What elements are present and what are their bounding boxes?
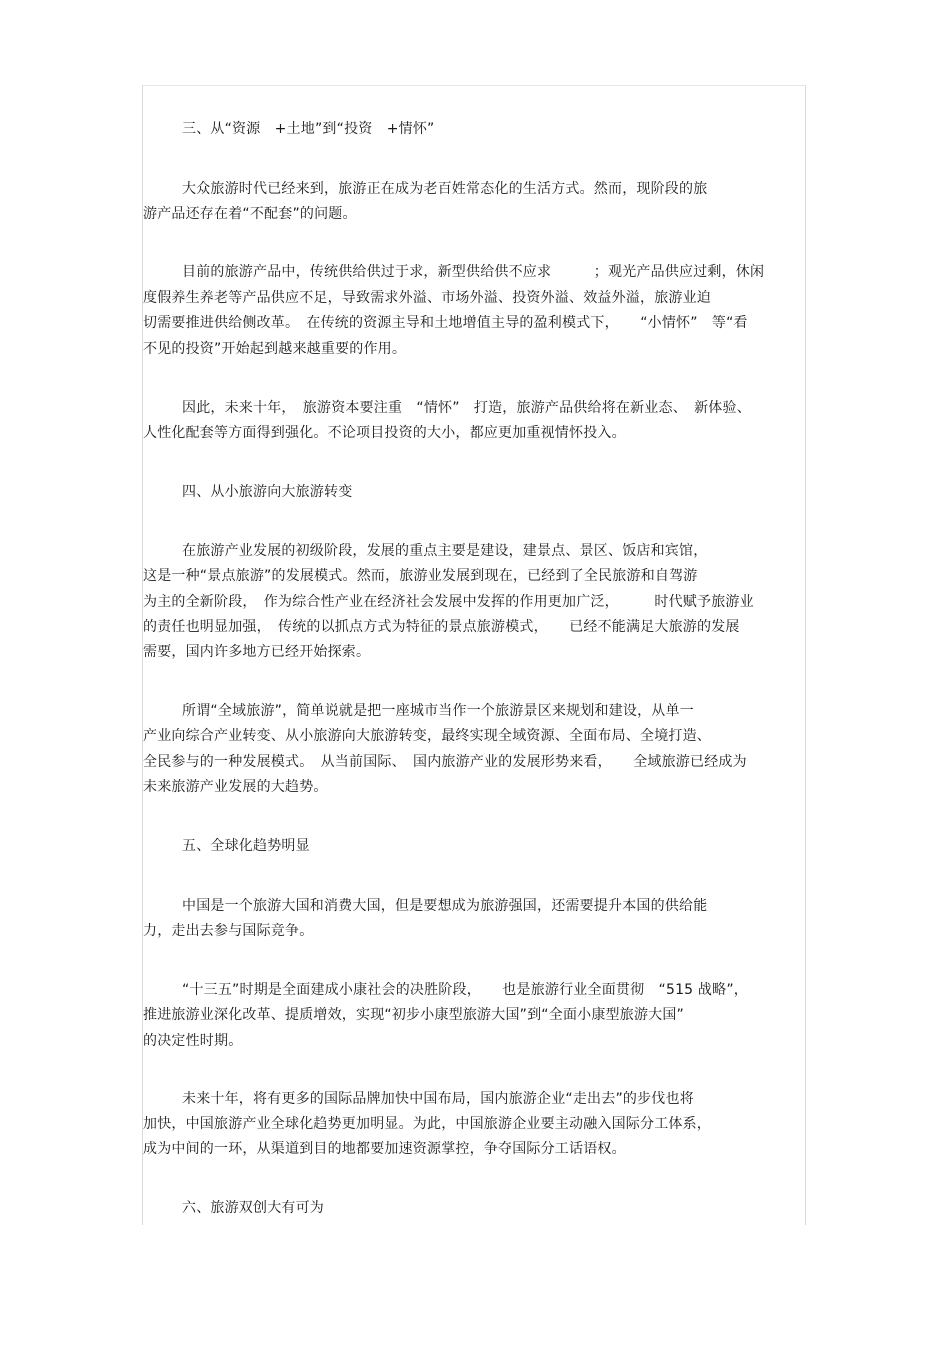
section-heading-4: 四、从小旅游向大旅游转变 [182,484,353,500]
paragraph-line: 为主的全新阶段， 作为综合性产业在经济社会发展中发挥的作用更加广泛， 时代赋予旅游业 [143,594,754,610]
paragraph-line: 的责任也明显加强， 传统的以抓点方式为特征的景点旅游模式， 已经不能满足大旅游的发展 [143,619,740,635]
paragraph-line: 未来旅游产业发展的大趋势。 [143,779,328,795]
paragraph-line: 所谓“全域旅游”，简单说就是把一座城市当作一个旅游景区来规划和建设，从单一 [182,703,694,719]
paragraph-line: 切需要推进供给侧改革。 在传统的资源主导和土地增值主导的盈利模式下， “小情怀” 等“看 [143,315,748,331]
paragraph-line: 力，走出去参与国际竞争。 [143,923,314,939]
paragraph-line: 游产品还存在着“不配套”的问题。 [143,206,357,222]
paragraph-line: 全民参与的一种发展模式。 从当前国际、 国内旅游产业的发展形势来看， 全域旅游已经成为 [143,754,747,770]
paragraph-line: 成为中间的一环，从渠道到目的地都要加速资源掌控，争夺国际分工话语权。 [143,1141,626,1157]
paragraph-line: 中国是一个旅游大国和消费大国，但是要想成为旅游强国，还需要提升本国的供给能 [182,898,708,914]
section-heading-3: 三、从“资源 +土地”到“投资 +情怀” [182,121,435,137]
paragraph-line: 不见的投资”开始起到越来越重要的作用。 [143,341,407,357]
paragraph-line: 因此，未来十年， 旅游资本要注重 “情怀” 打造，旅游产品供给将在新业态、 新体验、 [182,400,751,416]
paragraph-line: 这是一种“景点旅游”的发展模式。然而，旅游业发展到现在，已经到了全民旅游和自驾游 [143,568,698,584]
section-heading-5: 五、全球化趋势明显 [182,838,310,854]
paragraph-line: 需要，国内许多地方已经开始探索。 [143,644,371,660]
paragraph-line: 加快，中国旅游产业全球化趋势更加明显。为此，中国旅游企业要主动融入国际分工体系， [143,1116,711,1132]
paragraph-line: 的决定性时期。 [143,1033,243,1049]
paragraph-line: 在旅游产业发展的初级阶段，发展的重点主要是建设，建景点、景区、饭店和宾馆， [182,543,708,559]
paragraph-line: “十三五”时期是全面建成小康社会的决胜阶段， 也是旅游行业全面贯彻 “515 战略”， [182,982,748,998]
section-heading-6: 六、旅游双创大有可为 [182,1200,324,1216]
paragraph-line: 未来十年，将有更多的国际品牌加快中国布局，国内旅游企业“走出去”的步伐也将 [182,1091,694,1107]
paragraph-line: 目前的旅游产品中，传统供给供过于求，新型供给供不应求 ；观光产品供应过剩，休闲 [182,264,765,280]
paragraph-line: 大众旅游时代已经来到，旅游正在成为老百姓常态化的生活方式。然而，现阶段的旅 [182,181,708,197]
paragraph-line: 产业向综合产业转变、从小旅游向大旅游转变，最终实现全域资源、全面布局、全境打造、 [143,728,711,744]
paragraph-line: 度假养生养老等产品供应不足，导致需求外溢、市场外溢、投资外溢、效益外溢，旅游业迫 [143,290,711,306]
paragraph-line: 推进旅游业深化改革、提质增效，实现“初步小康型旅游大国”到“全面小康型旅游大国” [143,1007,685,1023]
paragraph-line: 人性化配套等方面得到强化。不论项目投资的大小，都应更加重视情怀投入。 [143,425,626,441]
